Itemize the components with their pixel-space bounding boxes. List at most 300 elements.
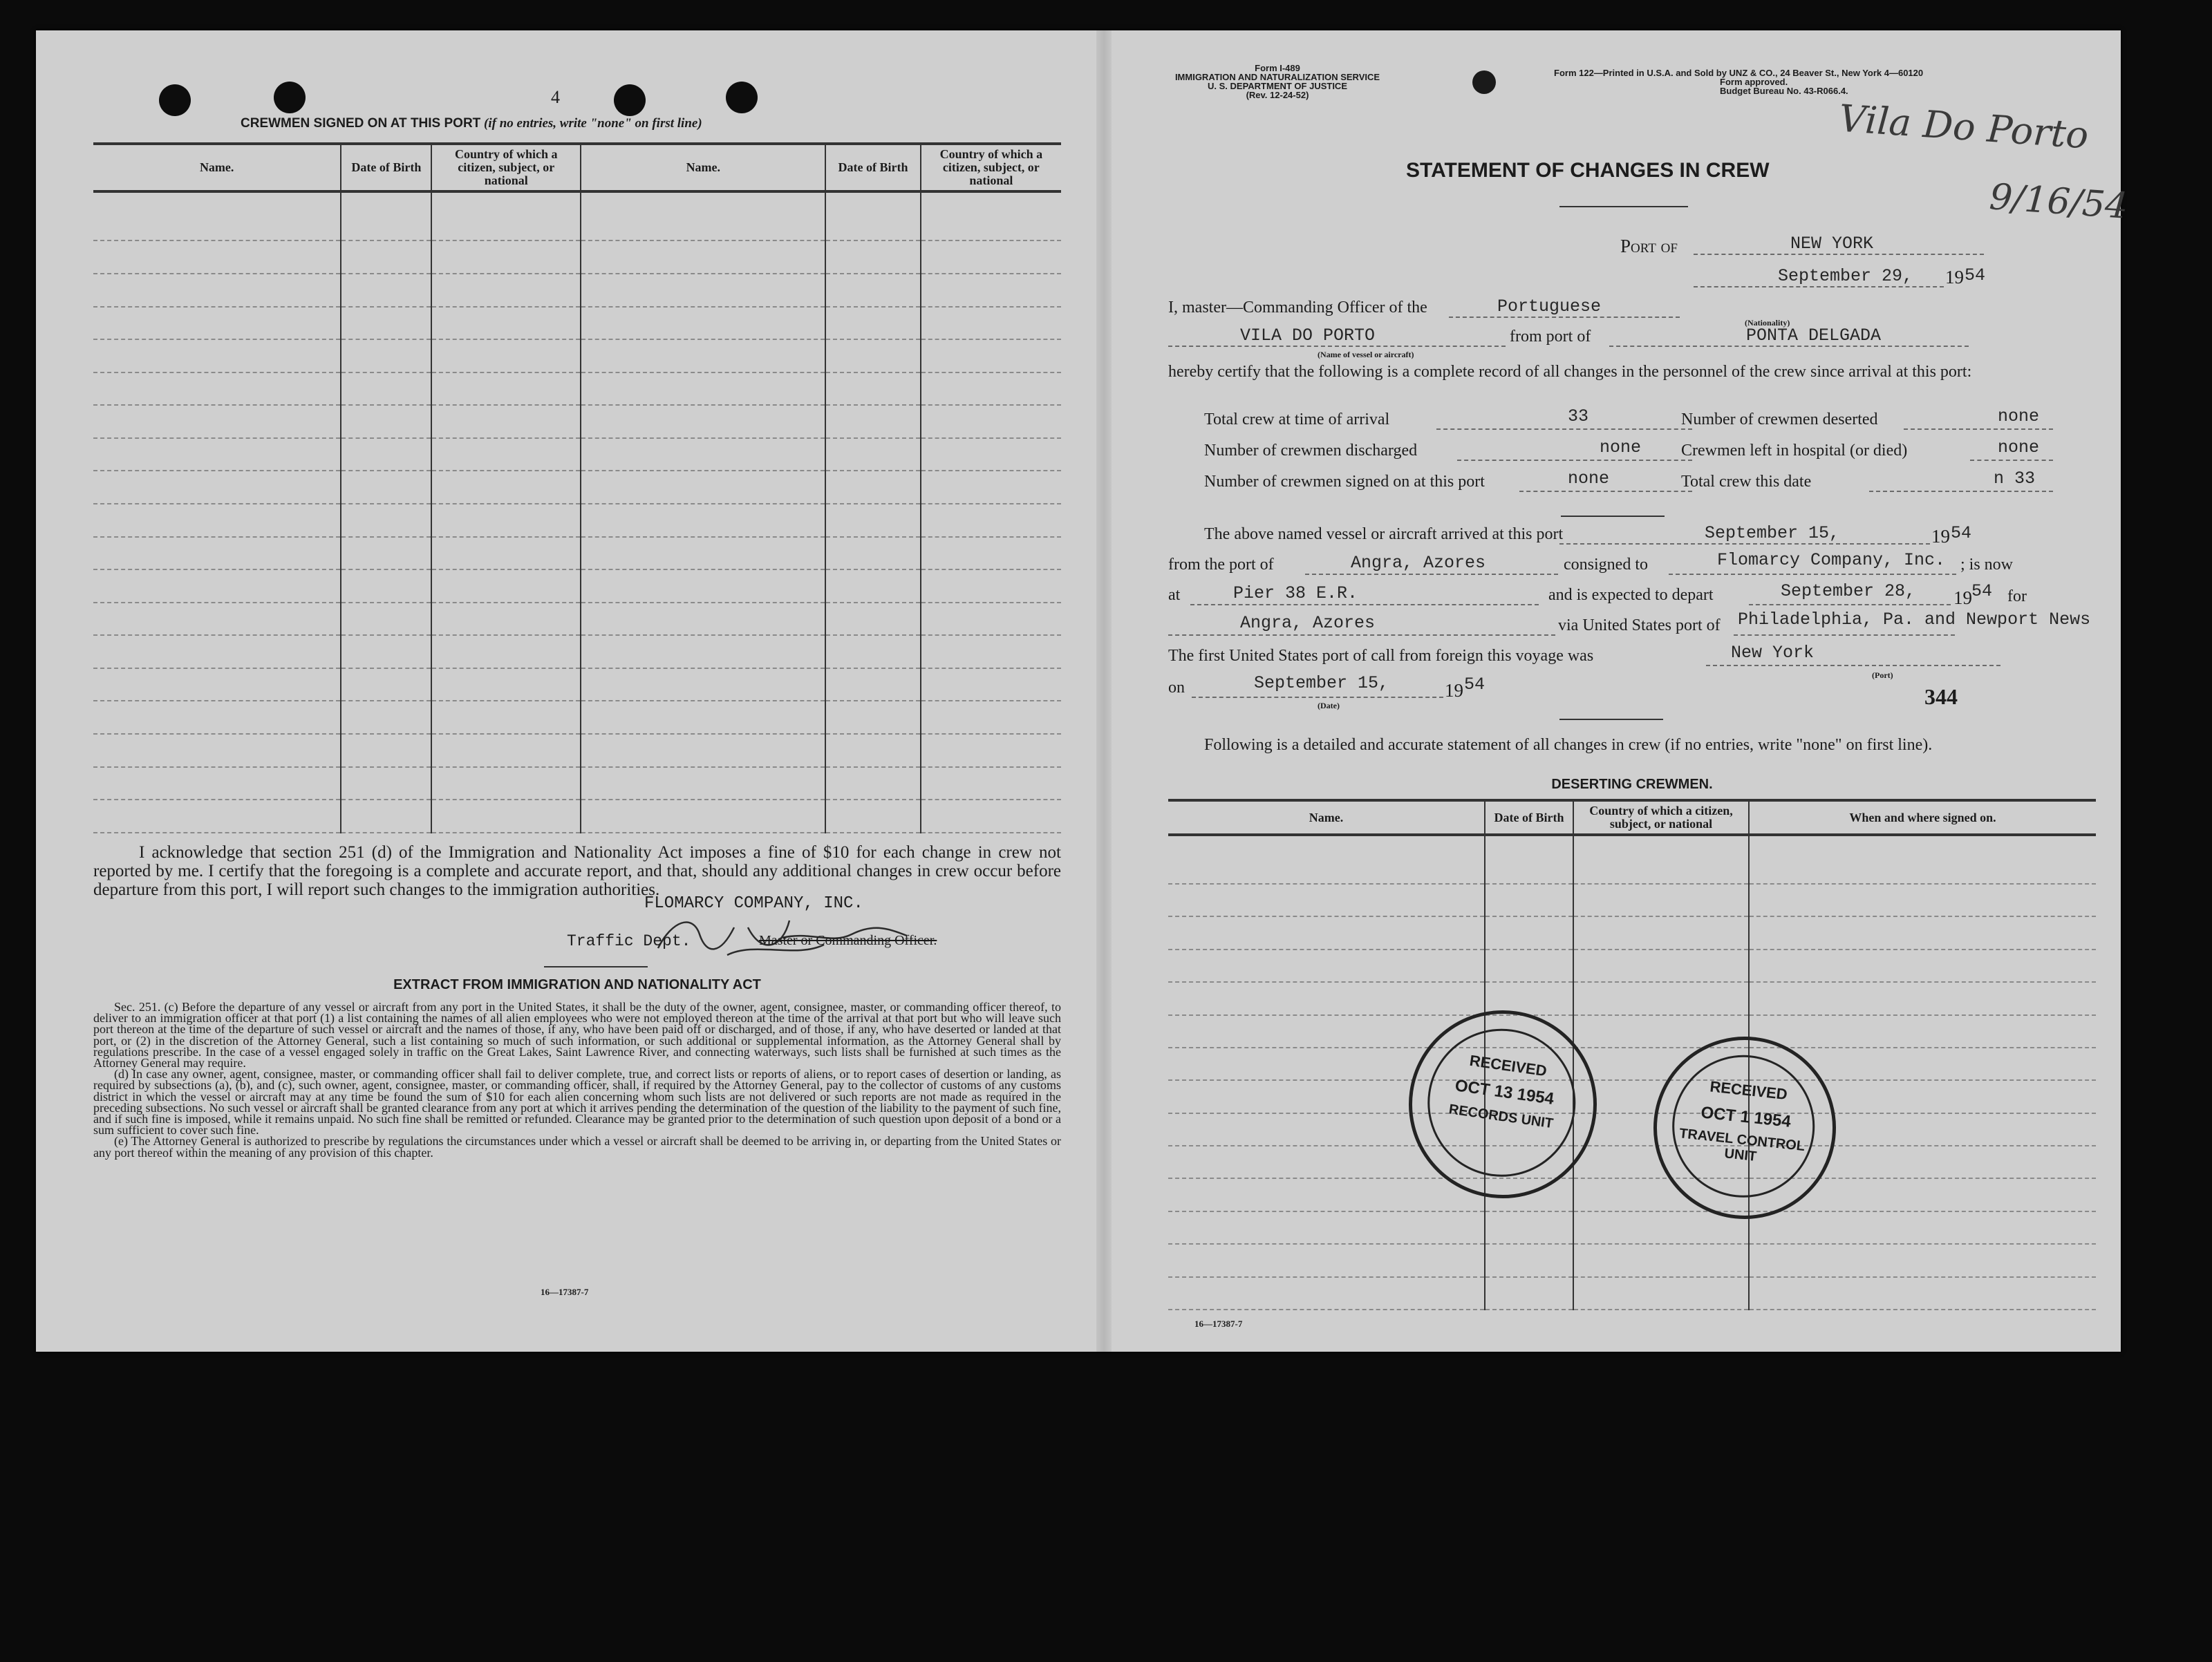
count-label: Crewmen left in hospital (or died) (1681, 442, 1908, 460)
destination: Angra, Azores (1240, 613, 1376, 633)
table-row (1168, 1048, 2096, 1080)
table-row (93, 635, 1061, 668)
print-code: 16—17387-7 (541, 1287, 589, 1297)
table-row (93, 471, 1061, 504)
port-caption: (Port) (1872, 670, 1893, 680)
count-value: none (1998, 406, 2040, 426)
first-port: New York (1731, 643, 1815, 663)
table-cell (581, 635, 825, 668)
departure-year: 54 (1971, 581, 1993, 601)
table-cell (341, 307, 431, 340)
consignee: Flomarcy Company, Inc. (1717, 550, 1946, 570)
table-row (1168, 1015, 2096, 1048)
table-cell (1168, 1178, 1485, 1211)
extract-paragraph: (e) The Attorney General is authorized to prescribe by regulations the circumstances under which a vessel or aircraft shall be deemed to be arriving in, or departing from the United States or any port thereof within the meaning of any provision of this chapter. (93, 1134, 1061, 1160)
table-cell (341, 405, 431, 438)
table-cell (93, 635, 341, 668)
count-blank (1436, 428, 1692, 430)
on-label: on (1168, 679, 1185, 697)
table-cell (921, 405, 1061, 438)
table-cell (825, 767, 920, 800)
approval-line: Form approved. (1720, 77, 1788, 87)
table-row (93, 307, 1061, 340)
department-name: U. S. DEPARTMENT OF JUSTICE (1208, 81, 1347, 91)
table-cell (93, 668, 341, 701)
table-cell (581, 537, 825, 570)
depart-blank (1749, 604, 1951, 605)
nationality-caption: (Nationality) (1745, 318, 1790, 328)
table-row (1168, 1277, 2096, 1310)
table-cell (431, 372, 581, 406)
table-cell (431, 603, 581, 636)
table-cell (93, 307, 341, 340)
table-row (93, 668, 1061, 701)
table-cell (921, 191, 1061, 240)
first-port-date: September 15, (1254, 673, 1389, 693)
column-header: When and where signed on. (1849, 810, 1996, 824)
table-cell (341, 339, 431, 372)
agency-name: IMMIGRATION AND NATURALIZATION SERVICE (1174, 72, 1380, 82)
at-blank (1190, 604, 1539, 605)
approval-line: Budget Bureau No. 43-R066.4. (1720, 86, 1848, 96)
table-cell (921, 274, 1061, 307)
deserting-crewmen-table (1168, 799, 2096, 1310)
table-cell (581, 274, 825, 307)
table-cell (1168, 1211, 1485, 1244)
via-ports: Philadelphia, Pa. and Newport News (1738, 610, 2091, 630)
table-cell (431, 569, 581, 603)
table-cell (581, 668, 825, 701)
table-cell (1485, 1277, 1573, 1310)
acknowledgment-text: I acknowledge that section 251 (d) of the Immigration and Nationality Act imposes a fine of $10 for each change in crew not reported by me. I certify that the foregoing is a complete and accurate report, and that, should any additional changes in crew occur before departure from this port, I will report such changes to the immigration authorities. (93, 843, 1061, 899)
from-port-label: from port of (1510, 328, 1591, 346)
table-row (1168, 835, 2096, 884)
is-now-label: ; is now (1960, 556, 2014, 574)
stamp-label: RECEIVED (1468, 1051, 1548, 1080)
column-header: Country of which a citizen, subject, or national (1573, 800, 1749, 835)
table-cell (825, 734, 920, 767)
table-cell (1168, 982, 1485, 1014)
table-row (1168, 1080, 2096, 1113)
struck-title: Master or Commanding Officer. (759, 933, 937, 948)
table-row (93, 569, 1061, 603)
vessel-name: VILA DO PORTO (1240, 325, 1376, 346)
table-cell (1573, 884, 1749, 916)
table-cell (825, 603, 920, 636)
table-cell (825, 701, 920, 734)
table-cell (825, 668, 920, 701)
extract-title: EXTRACT FROM IMMIGRATION AND NATIONALITY ACT (393, 977, 761, 992)
table-cell (825, 274, 920, 307)
table-row (93, 339, 1061, 372)
document-sheet (36, 30, 2130, 1352)
consigned-blank (1669, 574, 1956, 575)
table-cell (581, 504, 825, 537)
table-cell (581, 767, 825, 800)
nationality-blank (1449, 317, 1680, 318)
divider (1559, 206, 1688, 207)
count-value: 33 (1568, 406, 1589, 426)
left-page (36, 30, 1096, 1352)
arrived-label: The above named vessel or aircraft arrived at this port (1204, 525, 1564, 543)
date-blank (1694, 286, 1944, 287)
punch-hole (159, 84, 191, 116)
table-cell (1573, 916, 1749, 949)
table-cell (921, 734, 1061, 767)
statement-date: September 29, (1778, 266, 1913, 286)
table-row (93, 504, 1061, 537)
table-cell (581, 701, 825, 734)
table-cell (1573, 1277, 1749, 1310)
section-note: (if no entries, write "none" on first line) (484, 116, 702, 131)
table-cell (341, 274, 431, 307)
first-port-label: The first United States port of call from foreign this voyage was (1168, 647, 1594, 665)
year-prefix: 19 (1445, 680, 1463, 701)
divider (1561, 516, 1665, 517)
table-cell (1573, 1244, 1749, 1276)
table-row (93, 438, 1061, 471)
table-cell (341, 767, 431, 800)
from-port-blank (1609, 346, 1969, 347)
from-blank (1305, 574, 1558, 575)
table-cell (93, 800, 341, 833)
table-cell (1168, 916, 1485, 949)
table-cell (1485, 1211, 1573, 1244)
port-value: NEW YORK (1790, 234, 1874, 254)
section-title (241, 116, 702, 131)
print-code: 16—17387-7 (1194, 1319, 1243, 1329)
depart-label: and is expected to depart (1548, 586, 1714, 604)
table-cell (1485, 950, 1573, 982)
table-row (93, 372, 1061, 406)
year-prefix: 19 (1953, 587, 1972, 608)
table-cell (581, 307, 825, 340)
table-cell (825, 191, 920, 240)
table-cell (341, 668, 431, 701)
date-caption: (Date) (1318, 701, 1340, 710)
count-label: Number of crewmen discharged (1204, 442, 1418, 460)
count-label: Number of crewmen signed on at this port (1204, 473, 1485, 491)
company-signature-stamp: FLOMARCY COMPANY, INC. (644, 894, 863, 913)
table-cell (93, 504, 341, 537)
table-cell (431, 274, 581, 307)
arrival-year: 54 (1951, 523, 1972, 543)
table-cell (341, 635, 431, 668)
from-label: from the port of (1168, 556, 1274, 574)
table-cell (341, 701, 431, 734)
table-cell (431, 191, 581, 240)
table-cell (1749, 982, 2096, 1014)
page-fold (1096, 30, 1112, 1352)
table-cell (93, 240, 341, 274)
year-prefix: 19 (1931, 526, 1950, 547)
table-cell (825, 372, 920, 406)
first-port-year: 54 (1464, 674, 1485, 695)
table-cell (581, 800, 825, 833)
count-blank (1519, 491, 1692, 492)
via-blank (1734, 634, 1955, 636)
table-cell (93, 405, 341, 438)
right-page (1112, 30, 2130, 1352)
table-cell (921, 767, 1061, 800)
following-text: Following is a detailed and accurate statement of all changes in crew (if no entries, write "none" on first line). (1204, 736, 1933, 754)
table-cell (825, 537, 920, 570)
column-header: Name. (581, 144, 825, 191)
count-blank (1904, 428, 2053, 430)
column-header: Name. (93, 144, 341, 191)
table-cell (431, 734, 581, 767)
table-cell (341, 504, 431, 537)
page-number: 4 (551, 87, 560, 107)
table-cell (1573, 982, 1749, 1014)
handwritten-date-note: 9/16/54 (1988, 176, 2130, 227)
table-cell (1485, 884, 1573, 916)
from-port: Angra, Azores (1351, 553, 1486, 573)
table-cell (921, 668, 1061, 701)
table-row (1168, 982, 2096, 1014)
table-cell (581, 191, 825, 240)
departure-date: September 28, (1781, 581, 1916, 601)
table-cell (825, 240, 920, 274)
table-cell (825, 635, 920, 668)
revision: (Rev. 12-24-52) (1246, 90, 1309, 100)
column-header: Name. (1168, 800, 1485, 835)
table-cell (581, 339, 825, 372)
count-value: n 33 (1994, 469, 2036, 489)
table-cell (825, 339, 920, 372)
table-cell (1168, 835, 1485, 884)
approval-note (1720, 77, 1848, 95)
table-cell (431, 339, 581, 372)
table-cell (431, 307, 581, 340)
table-cell (1749, 950, 2096, 982)
crewmen-signed-on-table (93, 142, 1061, 833)
table-cell (921, 537, 1061, 570)
table-cell (341, 438, 431, 471)
table-row (93, 767, 1061, 800)
table-row (93, 734, 1061, 767)
printer-line: Form 122—Printed in U.S.A. and Sold by UNZ & CO., 24 Beaver St., New York 4—60120 (1554, 68, 1924, 78)
table-cell (1749, 916, 2096, 949)
arrived-blank (1559, 543, 1930, 545)
table-cell (93, 438, 341, 471)
table-cell (93, 701, 341, 734)
table-cell (341, 603, 431, 636)
deserting-title: DESERTING CREWMEN. (1551, 777, 1713, 792)
table-cell (1749, 1277, 2096, 1310)
table-cell (825, 504, 920, 537)
from-port-value: PONTA DELGADA (1746, 325, 1882, 346)
on-blank (1192, 697, 1443, 698)
table-cell (1573, 835, 1749, 884)
table-cell (1168, 1244, 1485, 1276)
table-cell (825, 800, 920, 833)
section-title-text: CREWMEN SIGNED ON AT THIS PORT (241, 116, 481, 131)
count-blank (1869, 491, 2053, 492)
table-cell (825, 307, 920, 340)
table-cell (1573, 950, 1749, 982)
form-number: Form I-489 (1255, 63, 1300, 73)
vessel-caption: (Name of vessel or aircraft) (1318, 350, 1414, 359)
punch-hole (726, 82, 758, 113)
stamp-date: OCT 1 1954 (1700, 1103, 1792, 1131)
column-header: Date of Birth (341, 144, 431, 191)
form-header (1112, 64, 1443, 100)
table-cell (431, 405, 581, 438)
table-cell (431, 668, 581, 701)
table-cell (1749, 1244, 2096, 1276)
table-cell (1168, 1277, 1485, 1310)
divider (1559, 719, 1663, 720)
table-cell (921, 701, 1061, 734)
table-row (1168, 950, 2096, 982)
table-cell (921, 504, 1061, 537)
statement-year: 54 (1965, 265, 1986, 285)
table-cell (341, 734, 431, 767)
stamp-label: RECEIVED (1709, 1077, 1788, 1104)
table-cell (431, 800, 581, 833)
punch-hole (274, 82, 306, 113)
table-cell (431, 471, 581, 504)
table-cell (581, 240, 825, 274)
table-cell (581, 372, 825, 406)
column-header: Country of which a citizen, subject, or national (939, 147, 1043, 187)
divider (544, 966, 648, 967)
master-text: I, master—Commanding Officer of the (1168, 299, 1427, 317)
consigned-label: consigned to (1564, 556, 1648, 574)
table-cell (431, 438, 581, 471)
table-cell (581, 471, 825, 504)
via-label: via United States port of (1558, 616, 1721, 634)
table-row (1168, 1113, 2096, 1146)
column-header: Date of Birth (825, 144, 920, 191)
table-cell (93, 191, 341, 240)
port-blank (1694, 254, 1984, 255)
table-cell (341, 471, 431, 504)
port-label: Port of (1620, 236, 1678, 256)
table-cell (921, 800, 1061, 833)
table-cell (93, 339, 341, 372)
count-blank (1457, 460, 1692, 461)
table-cell (93, 537, 341, 570)
form-title: STATEMENT OF CHANGES IN CREW (1406, 159, 1770, 182)
table-cell (1749, 1015, 2096, 1048)
table-row (1168, 1244, 2096, 1276)
table-row (93, 191, 1061, 240)
table-cell (431, 537, 581, 570)
table-cell (341, 372, 431, 406)
table-cell (341, 191, 431, 240)
table-cell (431, 701, 581, 734)
table-cell (93, 569, 341, 603)
table-cell (1749, 884, 2096, 916)
table-cell (825, 438, 920, 471)
punch-hole (1472, 70, 1496, 94)
certify-text: hereby certify that the following is a complete record of all changes in the personnel of the crew since arrival at this port: (1168, 363, 1972, 381)
table-cell (921, 240, 1061, 274)
table-row (1168, 916, 2096, 949)
count-value: none (1998, 437, 2040, 457)
table-cell (921, 307, 1061, 340)
table-cell (1485, 916, 1573, 949)
column-header: Country of which a citizen, subject, or national (431, 144, 581, 191)
table-row (1168, 1146, 2096, 1178)
count-label: Total crew this date (1681, 473, 1812, 491)
nationality-value: Portuguese (1497, 296, 1602, 317)
table-cell (921, 471, 1061, 504)
count-label: Total crew at time of arrival (1204, 410, 1390, 428)
table-row (93, 405, 1061, 438)
for-label: for (2007, 587, 2027, 605)
table-cell (825, 569, 920, 603)
table-cell (921, 569, 1061, 603)
count-value: none (1600, 437, 1642, 457)
year-prefix: 19 (1945, 267, 1964, 287)
table-cell (921, 635, 1061, 668)
table-cell (825, 471, 920, 504)
at-label: at (1168, 586, 1181, 604)
table-cell (1485, 1244, 1573, 1276)
table-cell (93, 767, 341, 800)
table-cell (341, 240, 431, 274)
extract-paragraph: (d) In case any owner, agent, consignee, master, or commanding officer shall fail to deliver complete, true, and correct lists or reports of aliens, or to report cases of desertion or landing, as required by subsections (a), (b), and (c), such owner, agent, consignee, master, or commanding officer, shall, if required by the Attorney General, pay to the collector of customs of any customs district in which the vessel or aircraft may at any time be found the sum of $10 for each alien concerning whom such lists are not delivered or such reports are not made as required in the preceding subsections. No such vessel or aircraft shall be granted clearance from any port at which it arrives pending the determination of the question of the liability to the payment of such fine, and if such fine is imposed, while it remains unpaid. No such fine shall be remitted or refunded. Clearance may be granted prior to the determination of such question upon deposit of a bond or a sum sufficient to cover such fine. (93, 1067, 1061, 1137)
pier-location: Pier 38 E.R. (1233, 583, 1358, 603)
first-port-blank (1706, 665, 2000, 666)
table-cell (1168, 884, 1485, 916)
table-cell (1749, 835, 2096, 884)
table-cell (93, 471, 341, 504)
count-value: none (1568, 469, 1610, 489)
table-cell (581, 438, 825, 471)
table-cell (431, 504, 581, 537)
table-cell (93, 372, 341, 406)
table-cell (825, 405, 920, 438)
table-row (93, 701, 1061, 734)
table-cell (93, 603, 341, 636)
table-row (1168, 1178, 2096, 1211)
table-cell (93, 274, 341, 307)
table-row (93, 537, 1061, 570)
file-number: 344 (1924, 684, 1958, 709)
vessel-blank (1168, 346, 1506, 347)
handwritten-vessel-note: Vila Do Porto (1837, 96, 2090, 158)
table-row (93, 274, 1061, 307)
table-cell (581, 569, 825, 603)
punch-hole (614, 84, 646, 116)
table-cell (431, 240, 581, 274)
traffic-department: Traffic Dept. (567, 932, 691, 950)
table-cell (341, 800, 431, 833)
table-cell (431, 767, 581, 800)
stamp-unit: RECORDS UNIT (1447, 1102, 1555, 1132)
table-row (93, 240, 1061, 274)
table-cell (921, 603, 1061, 636)
table-row (1168, 1211, 2096, 1244)
for-blank (1168, 634, 1555, 636)
table-cell (1168, 950, 1485, 982)
table-cell (1485, 835, 1573, 884)
table-row (93, 603, 1061, 636)
stamp-unit: TRAVEL CONTROL UNIT (1678, 1126, 1806, 1164)
table-cell (921, 438, 1061, 471)
table-cell (921, 339, 1061, 372)
table-row (93, 800, 1061, 833)
table-cell (93, 734, 341, 767)
stamp-date: OCT 13 1954 (1454, 1076, 1555, 1109)
extract-body (93, 1001, 1061, 1158)
count-blank (1970, 460, 2053, 461)
table-cell (1749, 1211, 2096, 1244)
